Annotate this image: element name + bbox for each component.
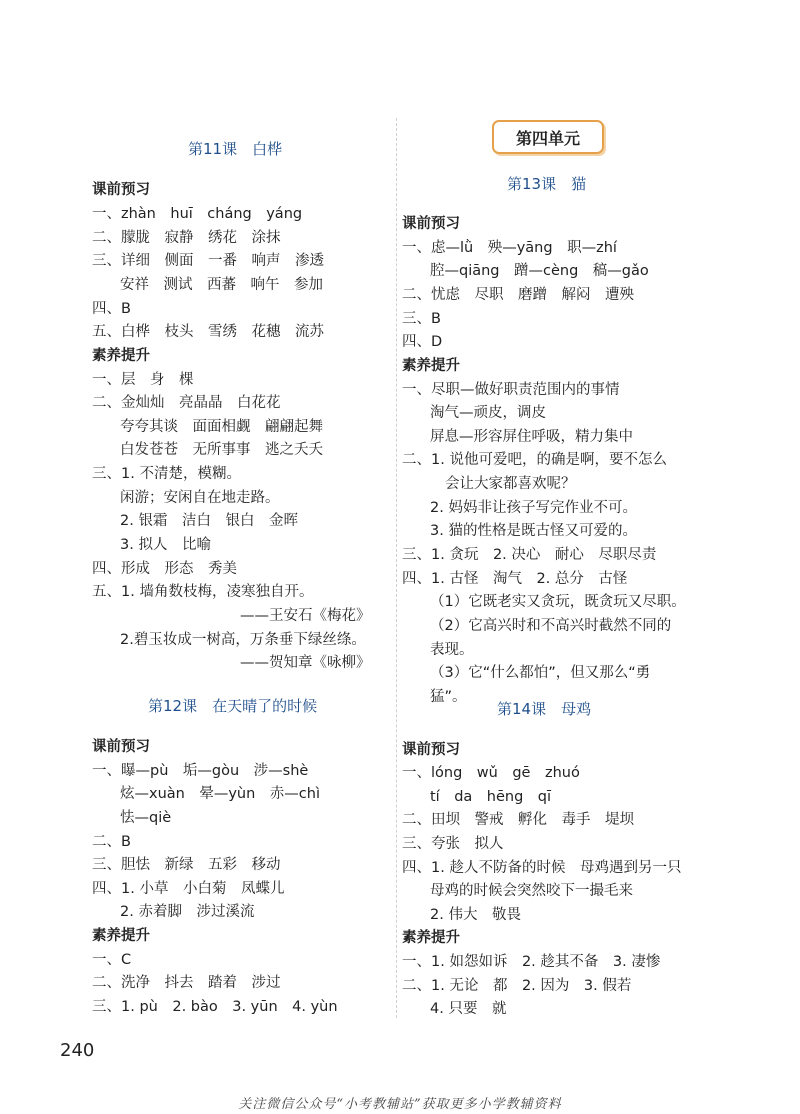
answer-line: 3. 拟人 比喻 [120,537,211,553]
answer-line: （2）它高兴时和不高兴时截然不同的 [430,618,672,634]
lesson-title: 第12课 在天晴了的时候 [148,697,318,715]
answer-line: 三、胆怯 新绿 五彩 移动 [92,857,281,873]
answer-line: 五、1. 墙角数枝梅，凌寒独自开。 [92,584,314,600]
answer-line: 四、B [92,301,131,317]
section-heading: 课前预习 [402,216,460,232]
answer-line: 屏息—形容屏住呼吸，精力集中 [430,429,633,445]
answer-line: 淘气—顽皮，调皮 [430,405,546,421]
answer-line: 一、层 身 棵 [92,372,194,388]
answer-line: 四、1. 趁人不防备的时候 母鸡遇到另一只 [402,860,682,876]
answer-line: 三、1. 不清楚，模糊。 [92,466,241,482]
answer-line: 二、朦胧 寂静 绣花 涂抹 [92,230,281,246]
unit-title-badge: 第四单元 [492,120,604,154]
answer-line: 2. 赤着脚 涉过溪流 [120,904,255,920]
answer-line: 母鸡的时候会突然咬下一撮毛来 [430,883,633,899]
answer-line: 一、曝—pù 垢—gòu 涉—shè [92,763,309,779]
answer-line: 三、1. pù 2. bào 3. yūn 4. yùn [92,999,338,1015]
section-heading: 课前预习 [92,739,150,755]
answer-line: 2. 伟大 敬畏 [430,907,521,923]
answer-line: （1）它既老实又贪玩，既贪玩又尽职。 [430,594,686,610]
section-heading: 素养提升 [402,358,460,374]
answer-line: 一、lóng wǔ gē zhuó [402,765,580,781]
answer-line: tí da hēng qī [430,789,552,805]
answer-line: 一、1. 如怨如诉 2. 趁其不备 3. 凄惨 [402,954,661,970]
answer-line: 三、B [402,311,441,327]
footer-note: 关注微信公众号“小考教辅站”获取更多小学教辅资料 [238,1097,562,1112]
answer-line: 夸夸其谈 面面相觑 翩翩起舞 [120,419,323,435]
page-number: 240 [60,1040,95,1061]
lesson-title: 第14课 母鸡 [497,700,592,718]
section-heading: 课前预习 [402,742,460,758]
lesson-title: 第11课 白桦 [188,140,283,158]
answer-line: （3）它“什么都怕”，但又那么“勇 [430,665,651,681]
answer-line: 腔—qiāng 蹭—cèng 稿—gǎo [430,263,649,279]
answer-line: 二、金灿灿 亮晶晶 白花花 [92,395,281,411]
answer-line: 二、1. 说他可爱吧，的确是啊，要不怎么 [402,452,667,468]
answer-line: 闲游；安闲自在地走路。 [120,490,280,506]
answer-line: 一、尽职—做好职责范围内的事情 [402,382,620,398]
answer-line: 二、忧虑 尽职 磨蹭 解闷 遭殃 [402,287,634,303]
answer-line: 3. 猫的性格是既古怪又可爱的。 [430,523,637,539]
column-divider [396,118,397,1018]
answer-line: 安祥 测试 西蕃 响午 参加 [120,277,323,293]
answer-line: 四、1. 古怪 淘气 2. 总分 古怪 [402,571,628,587]
answer-line: 二、洗净 抖去 踏着 涉过 [92,975,281,991]
answer-line: 五、白桦 枝头 雪绣 花穗 流苏 [92,324,324,340]
answer-line: 2.碧玉妆成一树高，万条垂下绿丝绦。 [120,632,366,648]
answer-line: 二、1. 无论 都 2. 因为 3. 假若 [402,978,632,994]
answer-line: 4. 只要 就 [430,1001,507,1017]
answer-line: 表现。 [430,642,474,658]
answer-line: 三、1. 贪玩 2. 决心 耐心 尽职尽责 [402,547,657,563]
answer-line: 会让大家都喜欢呢？ [445,476,576,492]
section-heading: 素养提升 [402,930,460,946]
answer-line: 2. 妈妈非让孩子写完作业不可。 [430,500,637,516]
answer-line: 四、形成 形态 秀美 [92,561,237,577]
answer-line: 炫—xuàn 晕—yùn 赤—chì [120,786,320,802]
answer-line: 2. 银霜 洁白 银白 金晖 [120,513,298,529]
lesson-title: 第13课 猫 [507,175,587,193]
answer-line: 三、夸张 拟人 [402,836,504,852]
answer-line: ——王安石《梅花》 [240,608,371,624]
answer-line: 四、D [402,334,443,350]
answer-line: 白发苍苍 无所事事 逃之夭夭 [120,442,323,458]
answer-line: 一、虑—lǜ 殃—yāng 职—zhí [402,240,617,256]
answer-line: 一、zhàn huī cháng yáng [92,206,303,222]
answer-line: 三、详细 侧面 一番 响声 渗透 [92,253,324,269]
section-heading: 课前预习 [92,182,150,198]
answer-line: 一、C [92,952,132,968]
answer-line: 二、B [92,834,131,850]
answer-line: 怯—qiè [120,810,172,826]
answer-line: 猛”。 [430,689,467,705]
section-heading: 素养提升 [92,348,150,364]
answer-line: ——贺知章《咏柳》 [240,655,371,671]
answer-line: 四、1. 小草 小白菊 凤蝶儿 [92,881,285,897]
answer-line: 二、田坝 警戒 孵化 毒手 堤坝 [402,812,634,828]
section-heading: 素养提升 [92,928,150,944]
